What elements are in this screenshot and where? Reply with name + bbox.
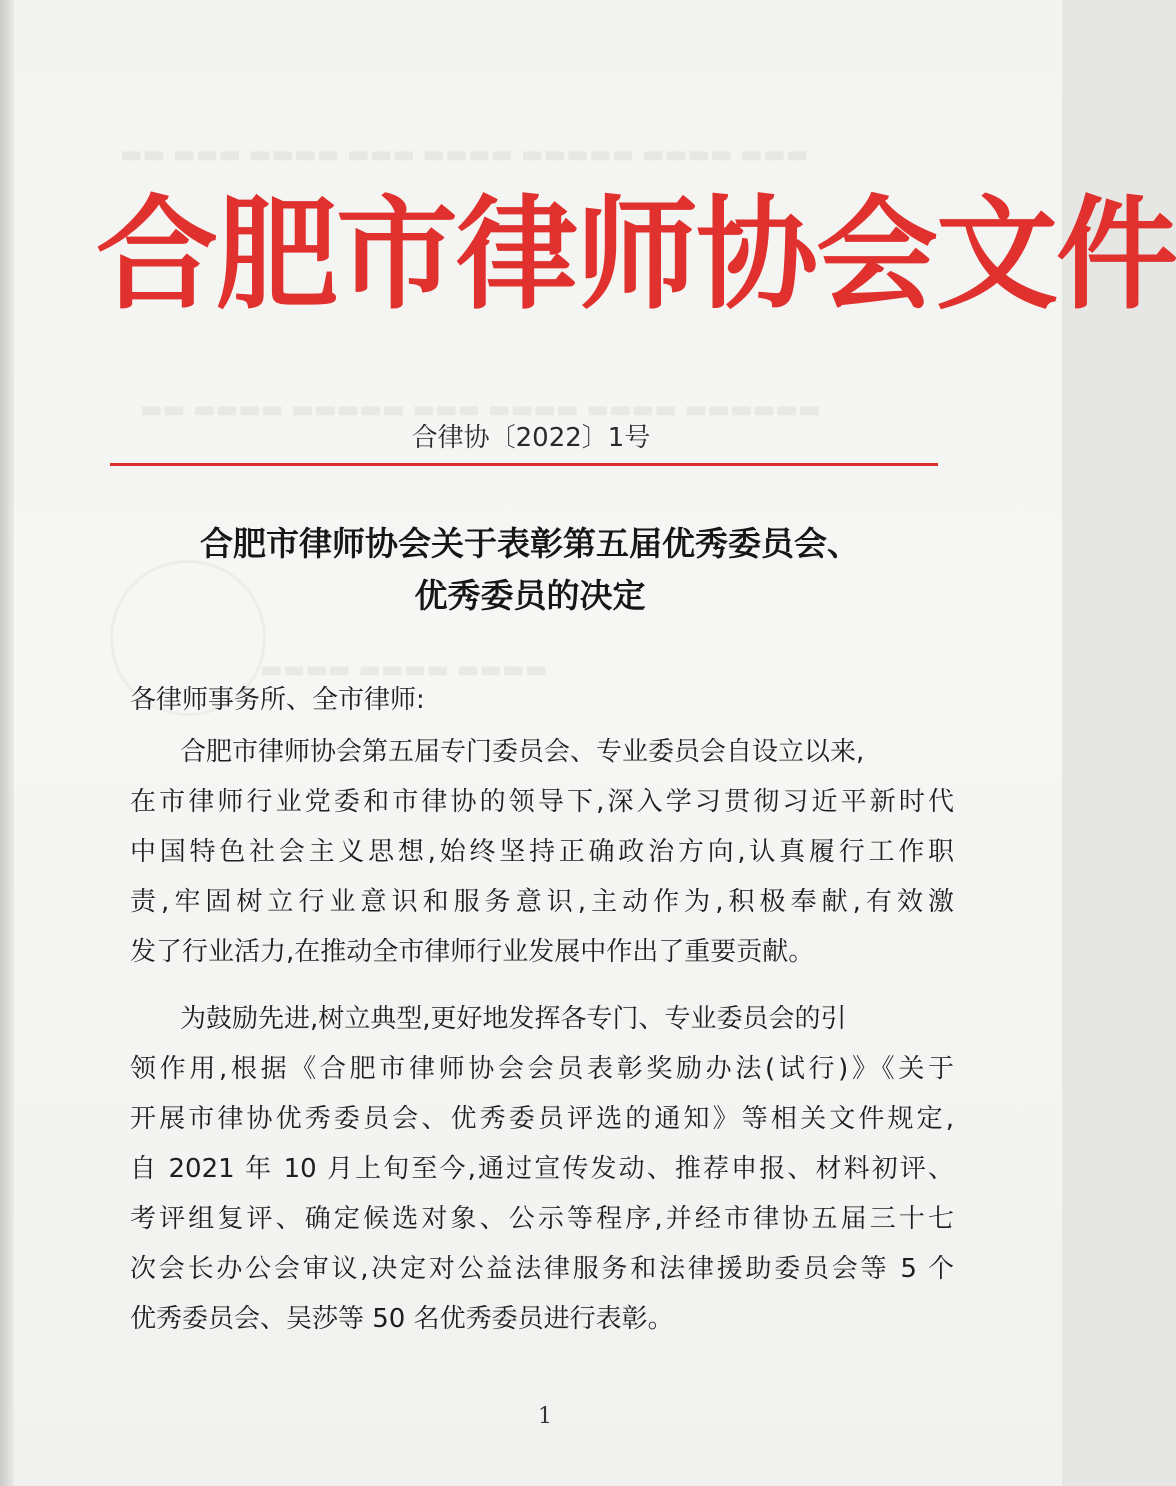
document-title <box>110 518 950 622</box>
paragraph-line: 开展市律协优秀委员会、优秀委员评选的通知》等相关文件规定, <box>130 1104 954 1134</box>
document-masthead: 合肥市律师协会文件 <box>96 184 1176 326</box>
paragraph-line: 考评组复评、确定候选对象、公示等程序,并经市律协五届三十七 <box>130 1204 954 1234</box>
paragraph-line: 中国特色社会主义思想,始终坚持正确政治方向,认真履行工作职 <box>130 837 954 867</box>
paragraph-2 <box>130 994 954 1344</box>
paragraph-line: 次会长办公会审议,决定对公益法律服务和法律援助委员会等 5 个 <box>130 1254 954 1284</box>
paragraph-1 <box>130 727 954 977</box>
document-number: 合律协〔2022〕1号 <box>411 423 651 453</box>
paragraph-line: 为鼓励先进,树立典型,更好地发挥各专门、专业委员会的引 <box>180 1004 847 1034</box>
salutation: 各律师事务所、全市律师: <box>130 685 425 715</box>
title-line: 合肥市律师协会关于表彰第五届优秀委员会、 <box>200 524 860 563</box>
paragraph-line: 在市律师行业党委和市律协的领导下,深入学习贯彻习近平新时代 <box>130 787 954 817</box>
paragraph-line: 自 2021 年 10 月上旬至今,通过宣传发动、推荐申报、材料初评、 <box>130 1154 954 1184</box>
paragraph-line: 责,牢固树立行业意识和服务意识,主动作为,积极奉献,有效激 <box>130 887 954 917</box>
title-line: 优秀委员的决定 <box>414 576 646 615</box>
paragraph-line: 领作用,根据《合肥市律师协会会员表彰奖励办法(试行)》《关于 <box>130 1054 954 1084</box>
bleed-through-text: ▬▬ ▬▬▬▬ ▬▬▬▬▬ ▬▬▬ ▬▬▬▬ ▬▬▬▬ ▬▬▬▬▬▬ <box>140 395 821 423</box>
paragraph-line: 发了行业活力,在推动全市律师行业发展中作出了重要贡献。 <box>130 937 815 967</box>
page-number: 1 <box>538 1404 552 1429</box>
paragraph-line: 优秀委员会、吴莎等 50 名优秀委员进行表彰。 <box>130 1304 674 1334</box>
red-separator-line <box>110 463 938 466</box>
bleed-through-text: ▬▬▬▬ ▬▬▬▬ ▬▬▬▬ <box>260 655 548 683</box>
page-edge-shadow <box>0 0 14 1486</box>
bleed-through-text: ▬▬ ▬▬▬ ▬▬▬▬ ▬▬▬ ▬▬▬▬ ▬▬▬▬▬ ▬▬▬▬ ▬▬▬ <box>120 140 809 168</box>
paragraph-line: 合肥市律师协会第五届专门委员会、专业委员会自设立以来, <box>180 737 865 767</box>
